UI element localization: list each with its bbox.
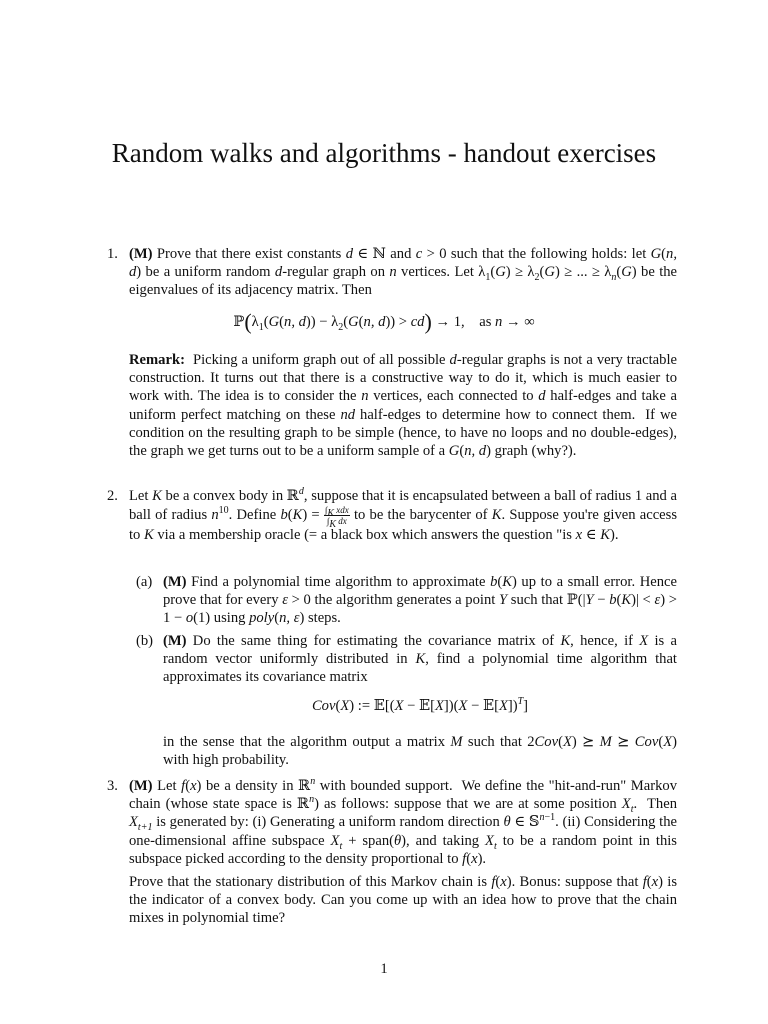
problem-1-tag: (M)	[129, 246, 153, 262]
problem-1-text: (M) Prove that there exist constants d ∈ ℕ and c > 0 such that the following holds: let G(n, d) be a uniform random d-regular graph on n vertices. Let $\lambda_1(G) \ge \lambda_2(G)$ ≥ ... ≥ $\lambda_n(G)$ be the eigenvalues of its adjacency matrix. Then	[129, 246, 678, 299]
part-label: (b)	[136, 633, 154, 649]
problem-number: 1.	[107, 246, 118, 262]
barycenter-fraction: $\frac{\int_K xdx}{\int_K dx}$	[324, 505, 349, 530]
problem-1-statement	[107, 245, 678, 300]
problem-2-statement: 2. Let K be a convex body in ℝ$^d$, suppose that it is encapsulated between a ball of radius 1 and a ball of radius $n^{10}$. Define b(K) = $\frac{\int_K xdx}{\int_K dx}$ to be the barycenter of K. Suppose you're given access to K via a membership oracle (= a black box which answers the question "is x ∈ K).	[107, 486, 678, 544]
problem-number: 3.	[107, 778, 118, 794]
problem-1-remark: Remark: Picking a uniform graph out of all possible d-regular graphs is not a very tractable construction. It turns out that there is a constructive way to do it, which is much easier to work with. The idea is to consider the n vertices, each connected to d half-edges and take a uniform perfect matching on these nd half-edges to determine how to connect them. If we condition on the resulting graph to be simple (hence, to have no loops and no double-edges), the graph we get turns out to be a uniform sample of a G(n, d) graph (why?).	[129, 352, 677, 460]
problem-2a: (a) (M) Find a polynomial time algorithm to approximate b(K) up to a small error. Hence prove that for every ε > 0 the algorithm generates a point Y such that ℙ(|Y − b(K)| < ε) > 1 − o(1) using poly(n, ε) steps.	[136, 574, 677, 627]
part-tag: (M)	[163, 633, 187, 649]
page-number: 1	[380, 961, 388, 977]
problem-number: 2.	[107, 488, 118, 504]
problem-1-formula: $ℙ(\lambda_1(G(n$, $d)) - \lambda_2(G(n$, d)) > cd) → 1, as n → ∞	[233, 309, 535, 334]
part-label: (a)	[136, 574, 153, 590]
document-title: Random walks and algorithms - handout exercises	[111, 138, 657, 168]
problem-3-tag: (M)	[129, 778, 153, 794]
problem-3-statement: 3. (M) Let f(x) be a density in ℝ$^n$ with bounded support. We define the "hit-and-run" Markov chain (whose state space is ℝ$^n$) as follows: suppose that we are at some position $X_t$. Then $X_{t+1}$ is generated by: (i) Generating a uniform random direction θ ∈ 𝕊$^{n-1}$. (ii) Considering the one-dimensional affine subspace $X_t$ + span(θ), and taking $X_t$ to be a random point in this subspace picked according to the density proportional to f(x).	[107, 776, 677, 867]
part-tag: (M)	[163, 574, 187, 590]
covariance-formula: Cov(X) := 𝔼[(X − 𝔼[X])(X − 𝔼[X])$^T$]	[311, 696, 529, 714]
problem-2b-after: in the sense that the algorithm output a matrix M such that 2Cov(X) ⪰ M ⪰ Cov(X) with high probability.	[163, 734, 677, 769]
remark-label: Remark:	[129, 352, 185, 368]
problem-3-followup: Prove that the stationary distribution of this Markov chain is f(x). Bonus: suppose that f(x) is the indicator of a convex body. Can you come up with an idea how to prove that the chain mixes in polynomial time?	[129, 874, 677, 927]
problem-2b: (b) (M) Do the same thing for estimating the covariance matrix of K, hence, if X is a random vector uniformly distributed in K, find a polynomial time algorithm that approximates its covariance matrix	[136, 633, 677, 686]
